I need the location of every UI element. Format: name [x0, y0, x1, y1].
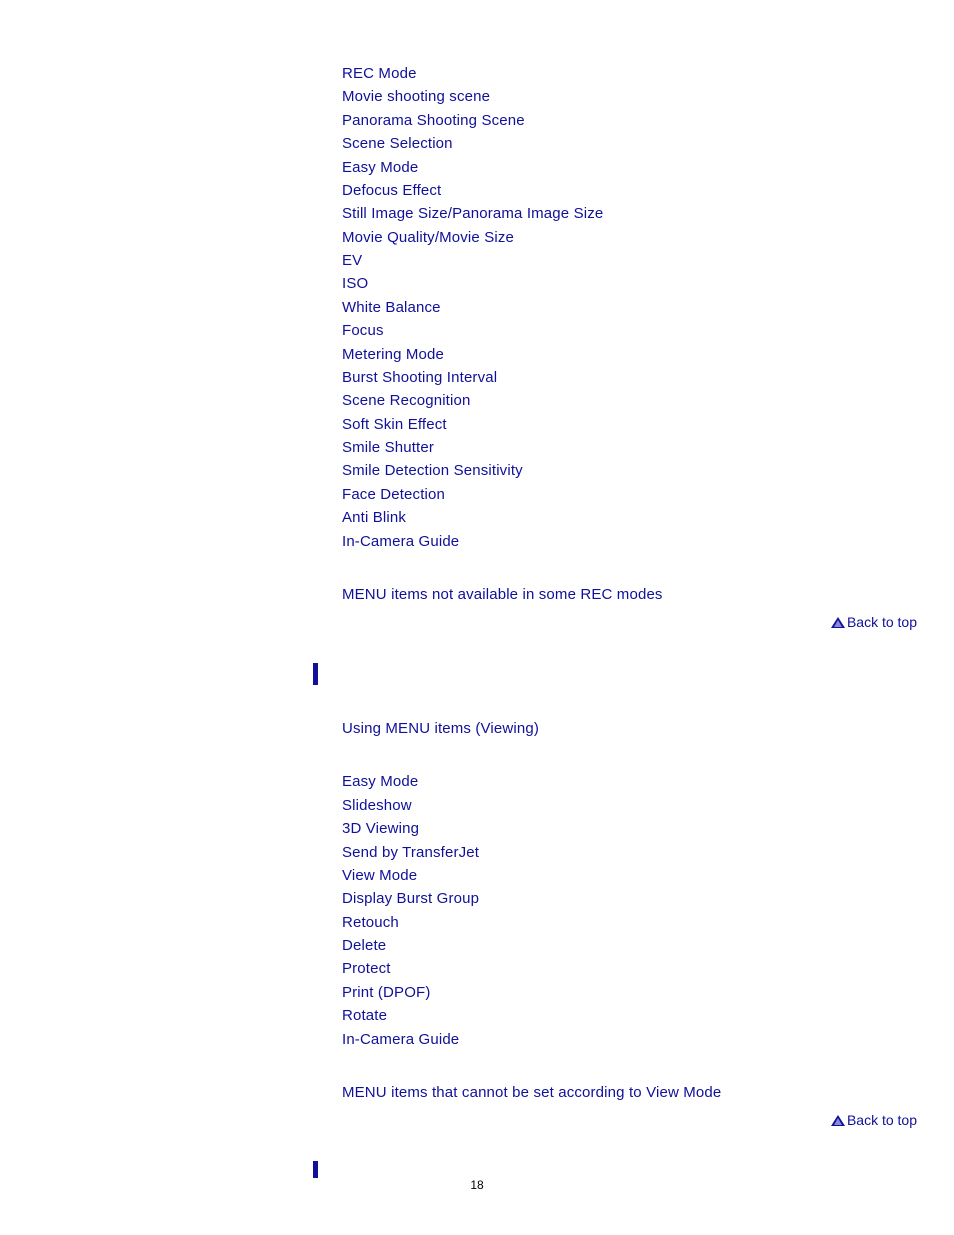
menu-link-display-burst-group[interactable]: Display Burst Group: [342, 890, 480, 907]
menu-link-face-detection[interactable]: Face Detection: [342, 486, 445, 503]
menu-link-movie-quality[interactable]: Movie Quality/Movie Size: [342, 229, 514, 246]
menu-link-print-dpof[interactable]: Print (DPOF): [342, 984, 431, 1001]
menu-link-movie-shooting-scene[interactable]: Movie shooting scene: [342, 88, 491, 105]
menu-link-scene-recognition[interactable]: Scene Recognition: [342, 392, 471, 409]
back-to-top-label: Back to top: [846, 1112, 917, 1128]
menu-link-rec-mode[interactable]: REC Mode: [342, 65, 417, 82]
menu-link-view-mode[interactable]: View Mode: [342, 867, 418, 884]
menu-link-metering-mode[interactable]: Metering Mode: [342, 346, 444, 363]
menu-link-defocus-effect[interactable]: Defocus Effect: [342, 182, 442, 199]
menu-link-anti-blink[interactable]: Anti Blink: [342, 509, 407, 526]
menu-link-scene-selection[interactable]: Scene Selection: [342, 135, 453, 152]
up-triangle-icon: [831, 617, 845, 628]
using-menu-viewing-link[interactable]: Using MENU items (Viewing): [342, 720, 540, 737]
menu-link-iso[interactable]: ISO: [342, 275, 369, 292]
menu-link-in-camera-guide[interactable]: In-Camera Guide: [342, 533, 460, 550]
menu-link-retouch[interactable]: Retouch: [342, 914, 399, 931]
menu-link-protect[interactable]: Protect: [342, 960, 391, 977]
page-number: 18: [470, 1178, 484, 1192]
menu-link-3d-viewing[interactable]: 3D Viewing: [342, 820, 420, 837]
back-to-top-label: Back to top: [846, 614, 917, 630]
menu-link-slideshow[interactable]: Slideshow: [342, 797, 412, 814]
menu-link-in-camera-guide-viewing[interactable]: In-Camera Guide: [342, 1031, 460, 1048]
menu-link-delete[interactable]: Delete: [342, 937, 387, 954]
menu-link-rotate[interactable]: Rotate: [342, 1007, 388, 1024]
menu-link-send-by-transferjet[interactable]: Send by TransferJet: [342, 844, 480, 861]
view-mode-restricted-items-link[interactable]: MENU items that cannot be set according to View Mode: [342, 1084, 722, 1101]
menu-link-still-image-size[interactable]: Still Image Size/Panorama Image Size: [342, 205, 604, 222]
menu-link-burst-shooting-interval[interactable]: Burst Shooting Interval: [342, 369, 498, 386]
back-to-top-link[interactable]: [831, 614, 917, 630]
menu-link-focus[interactable]: Focus: [342, 322, 384, 339]
section-heading-bar: [313, 1161, 318, 1178]
up-triangle-icon: [831, 1115, 845, 1126]
menu-link-soft-skin-effect[interactable]: Soft Skin Effect: [342, 416, 447, 433]
back-to-top-link[interactable]: [831, 1112, 917, 1128]
menu-link-easy-mode-viewing[interactable]: Easy Mode: [342, 773, 419, 790]
section-heading-bar: [313, 663, 318, 685]
menu-link-panorama-shooting-scene[interactable]: Panorama Shooting Scene: [342, 112, 525, 129]
menu-link-easy-mode[interactable]: Easy Mode: [342, 159, 419, 176]
menu-link-ev[interactable]: EV: [342, 252, 363, 269]
menu-link-smile-detection-sensitivity[interactable]: Smile Detection Sensitivity: [342, 462, 523, 479]
menu-link-white-balance[interactable]: White Balance: [342, 299, 441, 316]
menu-link-smile-shutter[interactable]: Smile Shutter: [342, 439, 434, 456]
rec-unavailable-items-link[interactable]: MENU items not available in some REC modes: [342, 586, 663, 603]
